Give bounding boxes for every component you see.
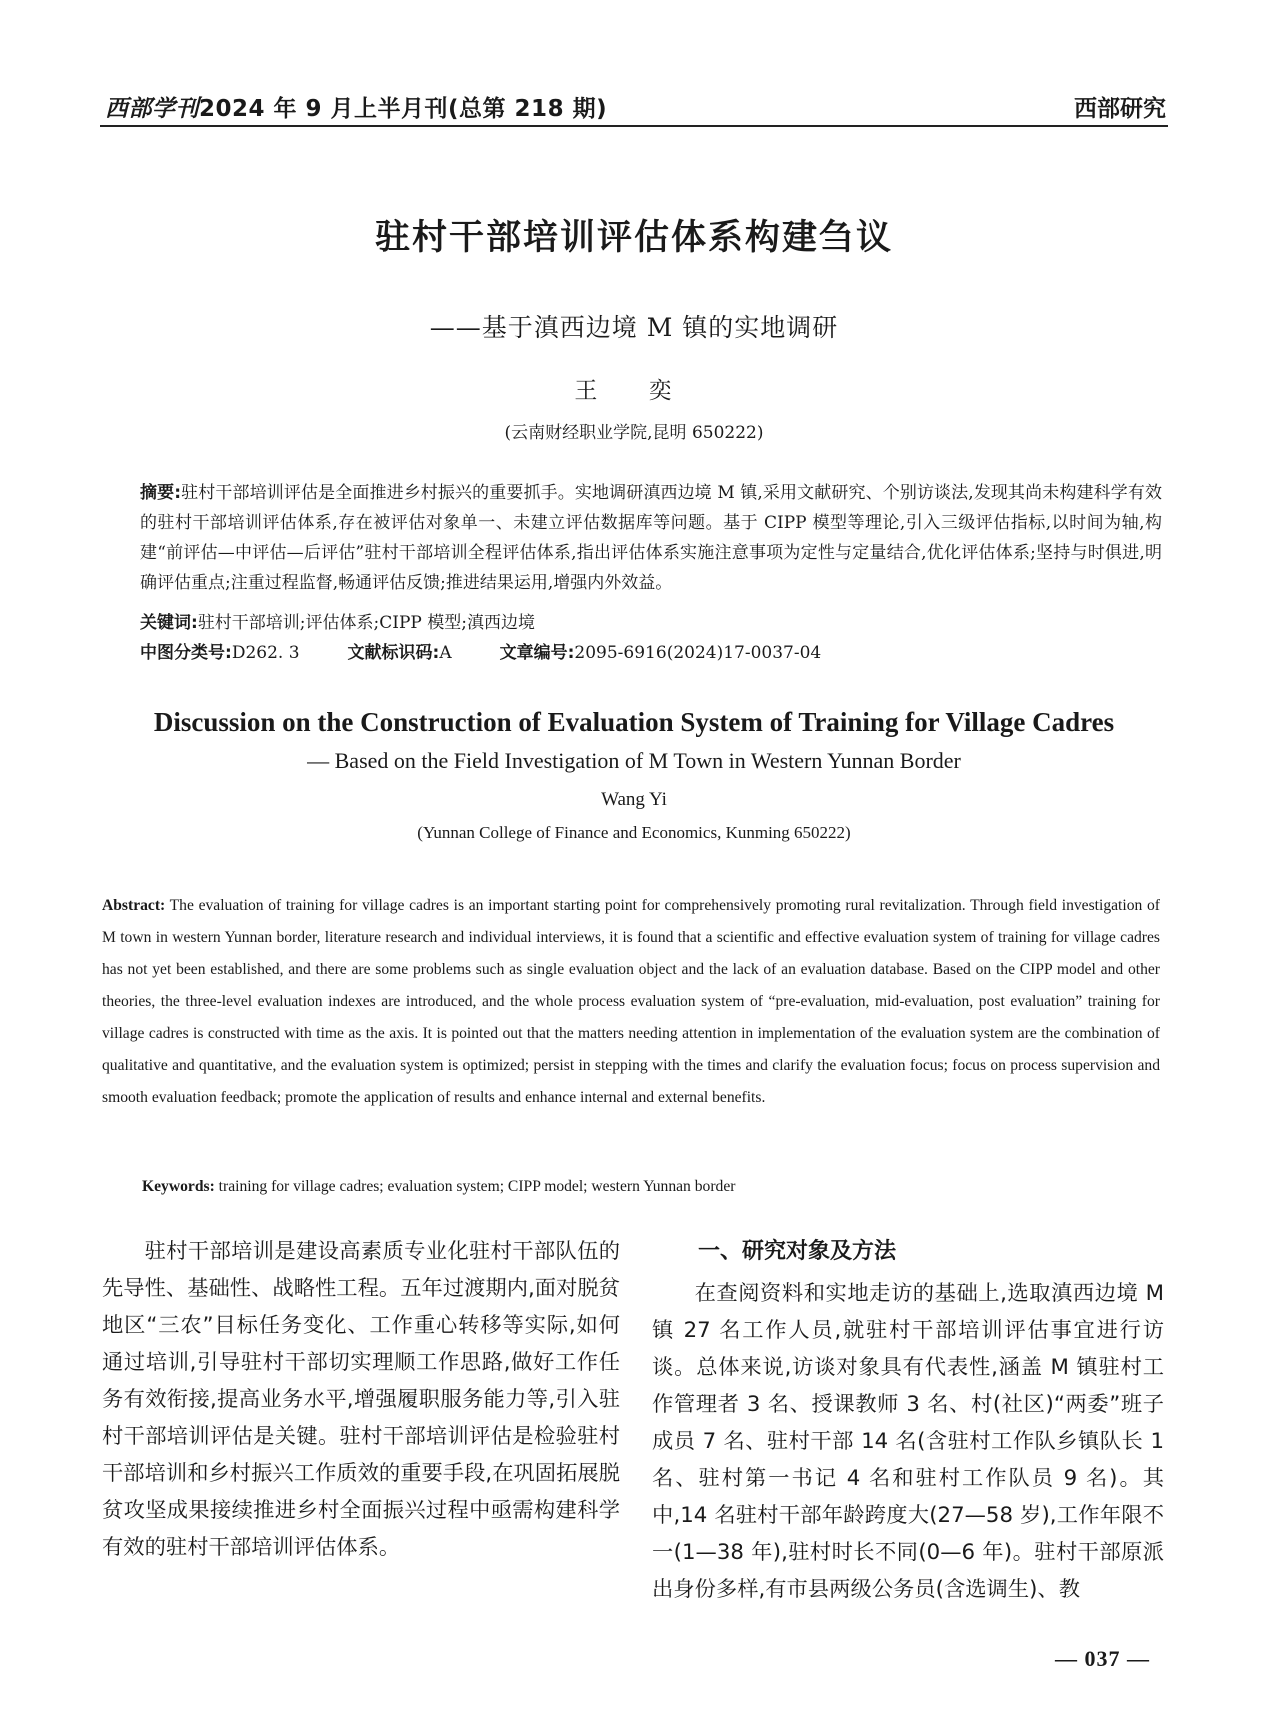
en-keywords: [142, 1172, 1160, 1202]
intro-paragraph: 驻村干部培训是建设高素质专业化驻村干部队伍的先导性、基础性、战略性工程。五年过渡期内,面对脱贫地区“三农”目标任务变化、工作重心转移等实际,如何通过培训,引导驻村干部切实理顺工作思路,做好工作任务有效衔接,提高业务水平,增强履职服务能力等,引入驻村干部培训评估是关键。驻村干部培训评估是检验驻村干部培训和乡村振兴工作质效的重要手段,在巩固拓展脱贫攻坚成果接续推进乡村全面振兴过程中亟需构建科学有效的驻村干部培训评估体系。: [102, 1239, 620, 1560]
en-abstract: [102, 890, 1160, 1114]
article-value: 2095-6916(2024)17-0037-04: [574, 643, 822, 663]
en-keywords-text: training for village cadres; evaluation system; CIPP model; western Yunnan border: [218, 1178, 736, 1195]
doccode-value: A: [439, 643, 452, 663]
header-divider: [100, 125, 1168, 127]
journal-logo: 西部学刊: [105, 95, 199, 122]
article-label: 文章编号:: [499, 643, 575, 663]
cn-abstract-text: 驻村干部培训评估是全面推进乡村振兴的重要抓手。实地调研滇西边境 M 镇,采用文献研究、个别访谈法,发现其尚未构建科学有效的驻村干部培训评估体系,存在被评估对象单一、未建立评估数据库等问题。基于 CIPP 模型等理论,引入三级评估指标,以时间为轴,构建“前评估—中评估—后评估”驻村干部培训全程评估体系,指出评估体系实施注意事项为定性与定量结合,优化评估体系;坚持与时俱进,明确评估重点;注重过程监督,畅通评估反馈;推进结果运用,增强内外效益。: [140, 483, 1162, 593]
section-paragraph: 在查阅资料和实地走访的基础上,选取滇西边境 M 镇 27 名工作人员,就驻村干部培训评估事宜进行访谈。总体来说,访谈对象具有代表性,涵盖 M 镇驻村工作管理者 3 名、授课教师 3 名、村(社区)“两委”班子成员 7 名、驻村干部 14 名(含驻村工作队乡镇队长 1 名、驻村第一书记 4 名和驻村工作队员 9 名)。其中,14 名驻村干部年龄跨度大(27—58 岁),工作年限不一(1—38 年),驻村时长不同(0—6 年)。驻村干部原派出身份多样,有市县两级公务员(含选调生)、教: [652, 1281, 1164, 1602]
issue-info: 2024 年 9 月上半月刊(总第 218 期): [199, 96, 608, 122]
en-abstract-label: Abstract:: [102, 897, 166, 914]
cn-keywords: [140, 608, 1162, 638]
cn-abstract-label: 摘要:: [140, 483, 182, 503]
cn-abstract: [140, 478, 1162, 598]
section-label: 西部研究: [1074, 96, 1166, 122]
en-title: Discussion on the Construction of Evaluation System of Training for Village Cadres: [153, 707, 1115, 737]
cn-keywords-label: 关键词:: [140, 613, 198, 633]
journal-header: [105, 90, 607, 123]
cn-affiliation: (云南财经职业学院,昆明 650222): [504, 423, 764, 443]
cn-author: 王 奕: [574, 378, 694, 404]
en-author: Wang Yi: [601, 789, 667, 810]
cn-title: 驻村干部培训评估体系构建刍议: [374, 218, 893, 258]
page-number: — 037 —: [1055, 1646, 1150, 1671]
en-affiliation: (Yunnan College of Finance and Economics, Kunming 650222): [417, 823, 851, 842]
cn-keywords-text: 驻村干部培训;评估体系;CIPP 模型;滇西边境: [197, 613, 535, 633]
doccode-label: 文献标识码:: [347, 643, 440, 663]
cn-classification: [140, 638, 1162, 668]
en-keywords-label: Keywords:: [142, 1178, 215, 1195]
class-value: D262. 3: [231, 643, 300, 663]
section-heading: 一、研究对象及方法: [698, 1239, 897, 1264]
en-abstract-text: The evaluation of training for village cadres is an important starting point for comprehensively promoting rural revitalization. Through field investigation of M town in western Yunnan border, literature research and individual interviews, it is found that a scientific and effective evaluation system of training for village cadres has not yet been established, and there are some problems such as single evaluation object and the lack of an evaluation database. Based on the CIPP model and other theories, the three-level evaluation indexes are introduced, and the whole process evaluation system of “pre-evaluation, mid-evaluation, post evaluation” training for village cadres is constructed with time as the axis. It is pointed out that the matters needing attention in implementation of the evaluation system are the combination of qualitative and quantitative, and the evaluation system is optimized; persist in stepping with the times and clarify the evaluation focus; focus on process supervision and smooth evaluation feedback; promote the application of results and enhance internal and external benefits.: [102, 897, 1160, 1106]
en-subtitle: — Based on the Field Investigation of M Town in Western Yunnan Border: [307, 748, 961, 773]
cn-subtitle: ——基于滇西边境 M 镇的实地调研: [429, 313, 839, 342]
class-label: 中图分类号:: [140, 643, 232, 663]
